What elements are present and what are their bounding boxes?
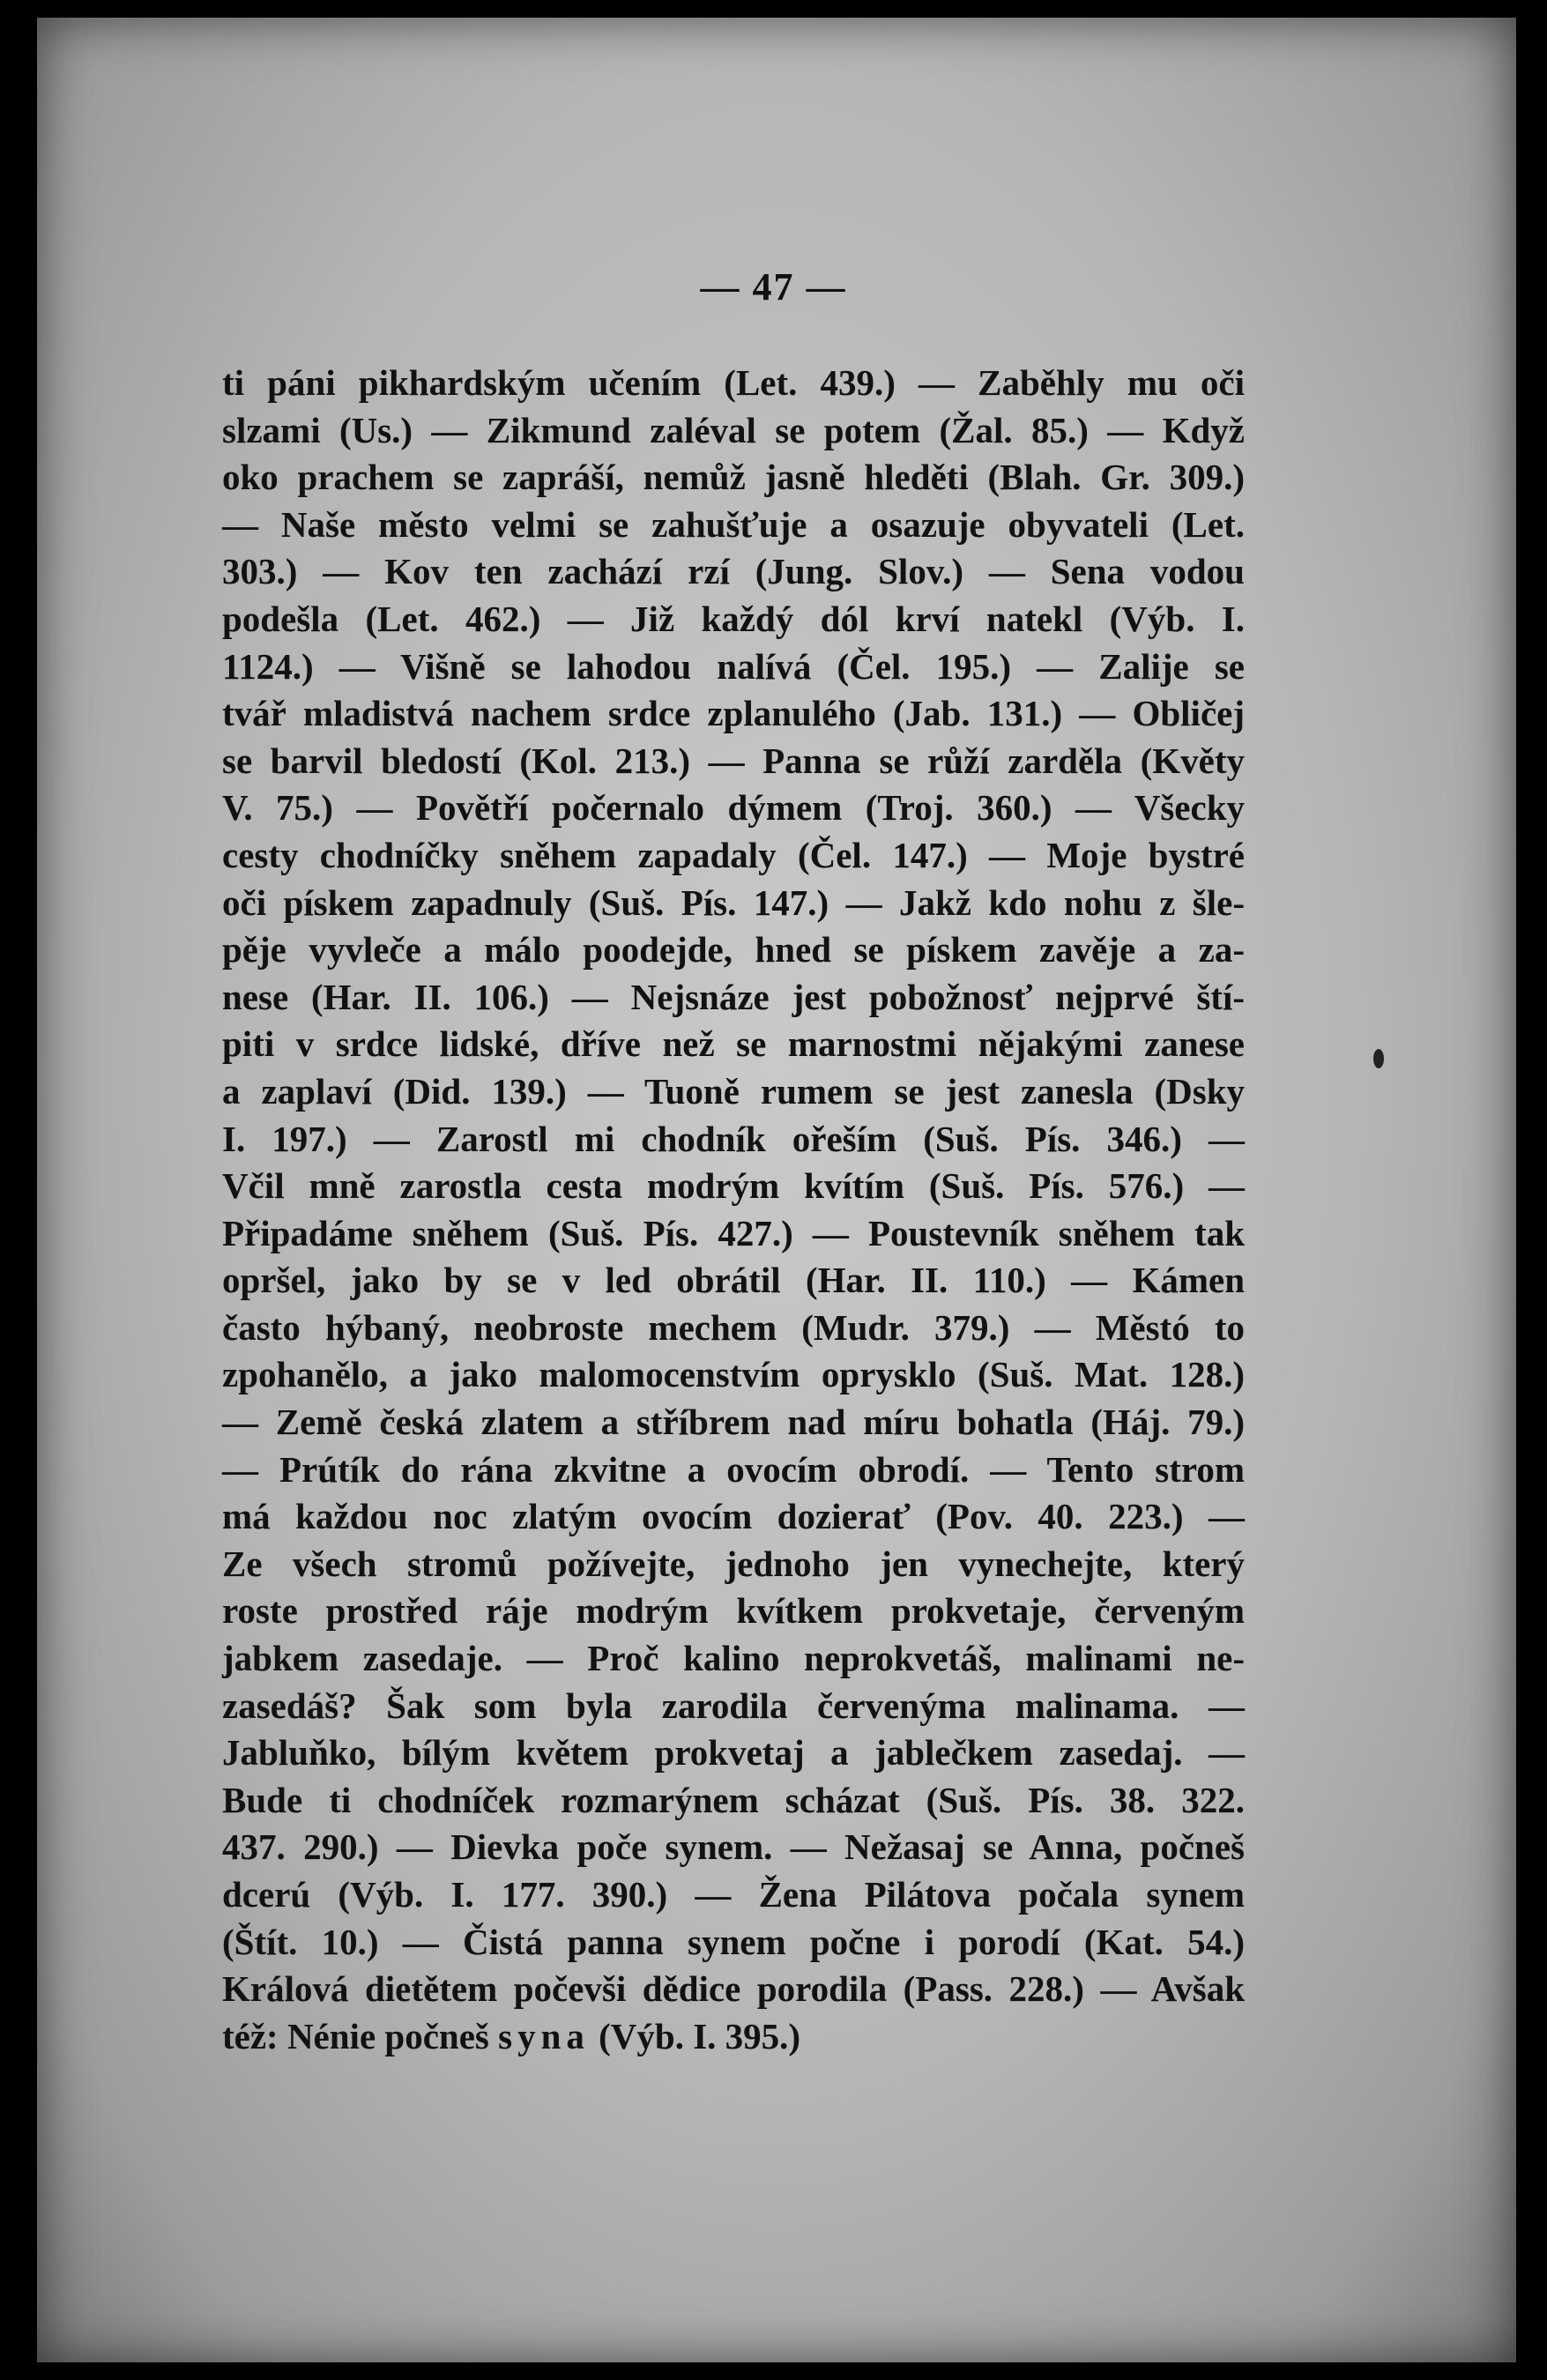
text-line: zpohanělo, a jako malomocenstvím oprysklo (Suš. Mat. 128.) xyxy=(222,1354,1245,1395)
text-line: a zaplaví (Did. 139.) — Tuoně rumem se jest zanesla (Dsky xyxy=(222,1070,1245,1112)
spaced-word: syna xyxy=(498,2015,590,2056)
text-line: — Prútík do rána zkvitne a ovocím obrodí. — Tento strom xyxy=(222,1448,1245,1490)
text-line: nese (Har. II. 106.) — Nejsnáze jest pobožnosť nejprvé ští- xyxy=(222,976,1245,1017)
text-line: oči pískem zapadnuly (Suš. Pís. 147.) — Jakž kdo nohu z šle- xyxy=(222,881,1245,923)
text-line: I. 197.) — Zarostl mi chodník ořeším (Suš. Pís. 346.) — xyxy=(222,1118,1245,1159)
text-line: tvář mladistvá nachem srdce zplanulého (Jab. 131.) — Obličej xyxy=(222,693,1245,734)
text-line: podešla (Let. 462.) — Již každý dól krví natekl (Výb. I. xyxy=(222,598,1245,639)
text-line: cesty chodníčky sněhem zapadaly (Čel. 147.) — Moje bystré xyxy=(222,834,1245,875)
page-number: — 47 — xyxy=(700,265,847,309)
text-fragment: (Výb. I. 395.) xyxy=(589,2015,801,2056)
text-line: dcerú (Výb. I. 177. 390.) — Žena Pilátova počala synem xyxy=(222,1874,1245,1915)
text-line: Včil mně zarostla cesta modrým kvítím (Suš. Pís. 576.) — xyxy=(222,1165,1245,1207)
text-line: opršel, jako by se v led obrátil (Har. II. 110.) — Kámen xyxy=(222,1260,1245,1301)
text-line: (Štít. 10.) — Čistá panna synem počne i porodí (Kat. 54.) xyxy=(222,1921,1245,1962)
text-line: Ze všech stromů požívejte, jednoho jen vynechejte, který xyxy=(222,1543,1245,1584)
text-fragment: též: Nénie počneš xyxy=(222,2015,499,2056)
text-line: 303.) — Kov ten zachází rzí (Jung. Slov.) — Sena vodou xyxy=(222,551,1245,592)
text-line: — Země česká zlatem a stříbrem nad míru bohatla (Háj. 79.) xyxy=(222,1402,1245,1443)
body-text xyxy=(222,360,1245,2060)
text-line: zasedáš? Šak som byla zarodila červenýma malinama. — xyxy=(222,1685,1245,1726)
text-line: Králová dietětem počevši dědice porodila (Pass. 228.) — Avšak xyxy=(222,1968,1245,2010)
text-line: často hýbaný, neobroste mechem (Mudr. 379.) — Městó to xyxy=(222,1306,1245,1348)
text-line: se barvil bledostí (Kol. 213.) — Panna se růží zarděla (Květy xyxy=(222,740,1245,781)
text-line: — Naše město velmi se zahušťuje a osazuje obyvateli (Let. xyxy=(222,503,1245,545)
text-line: V. 75.) — Povětří počernalo dýmem (Troj. 360.) — Všecky xyxy=(222,787,1245,829)
text-line-last xyxy=(222,2013,1245,2061)
text-line: 1124.) — Višně se lahodou nalívá (Čel. 195.) — Zalije se xyxy=(222,645,1245,687)
text-line: slzami (Us.) — Zikmund zaléval se potem (Žal. 85.) — Když xyxy=(222,409,1245,450)
text-line: ti páni pikhardským učením (Let. 439.) — Zaběhly mu oči xyxy=(222,362,1245,403)
text-line: 437. 290.) — Dievka poče synem. — Nežasaj se Anna, počneš xyxy=(222,1826,1245,1868)
text-line: má každou noc zlatým ovocím dozierať (Pov. 40. 223.) — xyxy=(222,1496,1245,1537)
text-line: piti v srdce lidské, dříve než se marnostmi nějakými zanese xyxy=(222,1023,1245,1065)
text-line: Připadáme sněhem (Suš. Pís. 427.) — Poustevník sněhem tak xyxy=(222,1212,1245,1253)
text-line: Jabluňko, bílým květem prokvetaj a jablečkem zasedaj. — xyxy=(222,1732,1245,1774)
text-line: roste prostřed ráje modrým kvítkem prokvetaje, červeným xyxy=(222,1590,1245,1632)
text-line: pěje vyvleče a málo poodejde, hned se pískem zavěje a za- xyxy=(222,929,1245,971)
text-line: Bude ti chodníček rozmarýnem scházat (Suš. Pís. 38. 322. xyxy=(222,1779,1245,1820)
text-line: jabkem zasedaje. — Proč kalino neprokvetáš, malinami ne- xyxy=(222,1638,1245,1679)
text-line: oko prachem se zapráší, nemůž jasně hleděti (Blah. Gr. 309.) xyxy=(222,457,1245,498)
ink-blot xyxy=(1373,1049,1384,1068)
